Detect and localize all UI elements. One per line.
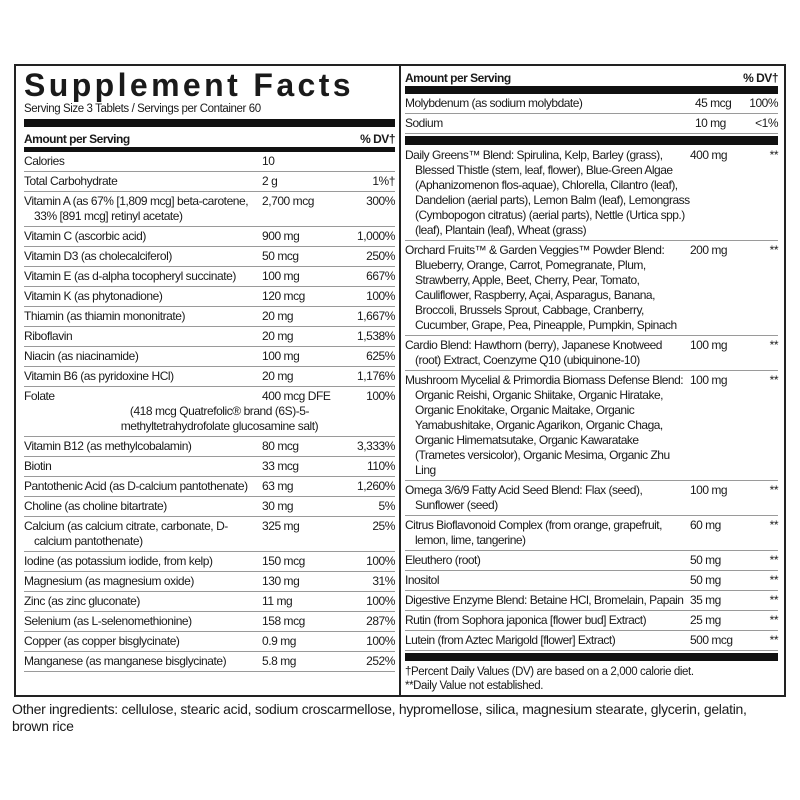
- nutrient-daily-value: 667%: [366, 269, 395, 283]
- nutrient-name: Vitamin B12 (as methylcobalamin): [24, 439, 192, 453]
- nutrient-amount: 500 mcg: [690, 633, 733, 647]
- nutrient-daily-value: **: [769, 483, 778, 497]
- nutrient-amount: 33 mcg: [262, 459, 299, 473]
- nutrient-daily-value: 300%: [366, 194, 395, 208]
- nutrient-row: [24, 327, 395, 347]
- nutrient-row: [405, 631, 778, 651]
- nutrient-row: [24, 652, 395, 672]
- nutrient-name: Inositol: [405, 573, 440, 587]
- nutrient-daily-value: <1%: [755, 116, 778, 130]
- nutrient-daily-value: **: [769, 243, 778, 257]
- nutrient-name: Rutin (from Sophora japonica [flower bud] Extract): [405, 613, 647, 627]
- nutrient-row: [24, 367, 395, 387]
- nutrient-name: Zinc (as zinc gluconate): [24, 594, 140, 608]
- nutrient-row: [405, 571, 778, 591]
- nutrient-row: [24, 307, 395, 327]
- nutrient-amount: 45 mcg: [695, 96, 732, 110]
- nutrient-daily-value: **: [769, 148, 778, 162]
- column-header: [24, 129, 395, 152]
- nutrient-amount: 10: [262, 154, 275, 168]
- nutrient-daily-value: **: [769, 373, 778, 387]
- nutrient-row: [405, 94, 778, 114]
- nutrient-daily-value: 1%†: [372, 174, 395, 188]
- nutrient-row: [24, 227, 395, 247]
- nutrient-daily-value: 25%: [372, 519, 395, 533]
- panel-title: Supplement Facts: [24, 68, 355, 102]
- nutrient-daily-value: 1,000%: [357, 229, 395, 243]
- divider-bar: [405, 136, 778, 145]
- nutrient-row: [405, 611, 778, 631]
- nutrient-row: [405, 241, 778, 336]
- nutrient-name: Vitamin A (as 67% [1,809 mcg] beta-carotene, 33% [891 mcg] retinyl acetate): [24, 194, 249, 223]
- nutrient-name: Thiamin (as thiamin mononitrate): [24, 309, 186, 323]
- nutrient-name: Sodium: [405, 116, 443, 130]
- nutrient-daily-value: [332, 154, 395, 169]
- nutrient-name: Calories: [24, 154, 65, 168]
- divider-bar: [24, 119, 395, 127]
- nutrient-name: Total Carbohydrate: [24, 174, 118, 188]
- nutrient-row: [24, 172, 395, 192]
- nutrient-amount: 0.9 mg: [262, 634, 296, 648]
- nutrient-daily-value: 1,538%: [357, 329, 395, 343]
- nutrient-amount: 2,700 mcg: [262, 194, 314, 208]
- nutrient-row: [405, 114, 778, 134]
- nutrient-amount: 100 mg: [690, 483, 728, 497]
- other-ingredients: Other ingredients: cellulose, stearic acid, sodium croscarmellose, hypromellose, silica, magnesium stearate, glycerin, gelatin, brown rice: [12, 701, 747, 734]
- nutrient-amount: 400 mg: [690, 148, 728, 162]
- nutrient-amount: 120 mcg: [262, 289, 305, 303]
- nutrient-amount: 35 mg: [690, 593, 721, 607]
- nutrient-amount: 20 mg: [262, 369, 294, 383]
- nutrient-amount: 150 mcg: [262, 554, 305, 568]
- label-wrapper: [14, 64, 786, 735]
- nutrient-amount: 100 mg: [690, 373, 728, 387]
- amount-header: Amount per Serving: [405, 71, 511, 85]
- nutrient-daily-value: 250%: [366, 249, 395, 263]
- nutrient-amount: 200 mg: [690, 243, 728, 257]
- nutrient-name: Molybdenum (as sodium molybdate): [405, 96, 583, 110]
- nutrient-daily-value: 287%: [366, 614, 395, 628]
- nutrient-row: [405, 551, 778, 571]
- nutrient-amount: 5.8 mg: [262, 654, 296, 668]
- nutrient-name: Vitamin B6 (as pyridoxine HCl): [24, 369, 174, 383]
- nutrient-daily-value: **: [769, 553, 778, 567]
- nutrient-daily-value: 1,667%: [357, 309, 395, 323]
- nutrient-daily-value: **: [769, 633, 778, 647]
- nutrient-name: Vitamin C (ascorbic acid): [24, 229, 146, 243]
- nutrient-row: [24, 247, 395, 267]
- nutrient-name: Omega 3/6/9 Fatty Acid Seed Blend: Flax (seed), Sunflower (seed): [405, 483, 643, 512]
- nutrient-row: [405, 146, 778, 241]
- nutrient-amount: 11 mg: [262, 594, 293, 608]
- nutrient-row: [24, 287, 395, 307]
- nutrient-name: Choline (as choline bitartrate): [24, 499, 167, 513]
- nutrient-amount: 50 mg: [690, 553, 721, 567]
- nutrient-name: Riboflavin: [24, 329, 73, 343]
- nutrient-list: [24, 152, 395, 672]
- nutrient-daily-value: **: [769, 593, 778, 607]
- nutrient-amount: 50 mg: [690, 573, 721, 587]
- nutrient-daily-value: 31%: [372, 574, 395, 588]
- blend-list: [405, 146, 778, 651]
- nutrient-source-note: (418 mcg Quatrefolic® brand (6S)-5-methyltetrahydrofolate glucosamine salt): [120, 404, 319, 433]
- nutrient-name: Orchard Fruits™ & Garden Veggies™ Powder Blend: Blueberry, Orange, Carrot, Pomegranate, Plum, Strawberry, Apple, Beet, Cherry, Pear, Tomato, Cauliflower, Raspberry, Açai, Asparagus, Banana, Broccoli, Brussels Sprout, Cabbage, Cranberry, Cucumber, Grape, Pea, Pineapple, Pumpkin, Spinach: [405, 243, 677, 332]
- nutrient-row: [24, 517, 395, 552]
- nutrient-amount: 25 mg: [690, 613, 721, 627]
- nutrient-daily-value: **: [769, 613, 778, 627]
- nutrient-daily-value: 110%: [366, 459, 395, 473]
- nutrient-daily-value: 100%: [366, 594, 395, 608]
- nutrient-row: [24, 152, 395, 172]
- amount-header: Amount per Serving: [24, 132, 130, 146]
- nutrient-amount: 100 mg: [262, 269, 300, 283]
- nutrient-name: Selenium (as L-selenomethionine): [24, 614, 192, 628]
- nutrient-row: [24, 592, 395, 612]
- nutrient-row: [24, 497, 395, 517]
- nutrient-amount: 20 mg: [262, 309, 294, 323]
- footnote: †Percent Daily Values (DV) are based on a 2,000 calorie diet.: [405, 666, 694, 678]
- nutrient-amount: 60 mg: [690, 518, 721, 532]
- nutrient-name: Vitamin E (as d-alpha tocopheryl succinate): [24, 269, 236, 283]
- nutrient-daily-value: 100%: [366, 289, 395, 303]
- nutrient-row: [24, 192, 395, 227]
- nutrient-name: Folate: [24, 389, 55, 403]
- nutrient-amount: 100 mg: [690, 338, 728, 352]
- nutrient-amount: 158 mcg: [262, 614, 305, 628]
- nutrient-row: [405, 516, 778, 551]
- nutrient-row: [24, 572, 395, 592]
- mineral-list: [405, 94, 778, 134]
- nutrient-name: Vitamin D3 (as cholecalciferol): [24, 249, 172, 263]
- footnote: **Daily Value not established.: [405, 680, 544, 692]
- nutrient-daily-value: **: [769, 573, 778, 587]
- nutrient-name: Cardio Blend: Hawthorn (berry), Japanese Knotweed (root) Extract, Coenzyme Q10 (ubiquinone-10): [405, 338, 662, 367]
- column-header-right: [405, 68, 778, 94]
- nutrient-name: Pantothenic Acid (as D-calcium pantothenate): [24, 479, 248, 493]
- dv-header: % DV†: [743, 71, 778, 85]
- nutrient-daily-value: **: [769, 338, 778, 352]
- nutrient-row: [405, 481, 778, 516]
- nutrient-amount: 900 mg: [262, 229, 300, 243]
- nutrient-daily-value: 100%: [749, 96, 778, 110]
- nutrient-row: [24, 552, 395, 572]
- nutrient-amount: 80 mcg: [262, 439, 299, 453]
- nutrient-row: [405, 336, 778, 371]
- divider-bar: [405, 653, 778, 661]
- nutrient-row: [405, 371, 778, 481]
- nutrient-row: [24, 457, 395, 477]
- nutrient-amount: 30 mg: [262, 499, 294, 513]
- nutrient-daily-value: 100%: [366, 389, 395, 403]
- supplement-facts-panel: [14, 64, 786, 697]
- nutrient-daily-value: 100%: [366, 634, 395, 648]
- nutrient-name: Daily Greens™ Blend: Spirulina, Kelp, Barley (grass), Blessed Thistle (stem, leaf, flower), Blue-Green Algae (Aphanizomenon flos-aquae), Chlorella, Cilantro (leaf), Dandelion (aerial parts), Lemon Balm (leaf), Lemongrass (Cymbopogon citratus) (aerial parts), Nettle (Urtica spp.) (leaf), Plantain (leaf), Wheat (grass): [405, 148, 690, 237]
- nutrient-daily-value: 3,333%: [357, 439, 395, 453]
- nutrient-row: [24, 347, 395, 367]
- nutrient-amount: 130 mg: [262, 574, 300, 588]
- serving-info: Serving Size 3 Tablets / Servings per Container 60: [24, 103, 261, 115]
- nutrient-daily-value: 625%: [366, 349, 395, 363]
- nutrient-name: Copper (as copper bisglycinate): [24, 634, 180, 648]
- nutrient-amount: 50 mcg: [262, 249, 299, 263]
- nutrient-name: Calcium (as calcium citrate, carbonate, D-calcium pantothenate): [24, 519, 228, 548]
- nutrient-amount: 2 g: [262, 174, 278, 188]
- nutrient-daily-value: **: [769, 518, 778, 532]
- nutrient-row: [24, 437, 395, 457]
- right-column: [399, 66, 784, 695]
- left-column: [16, 66, 399, 695]
- nutrient-row: [405, 591, 778, 611]
- nutrient-name: Biotin: [24, 459, 52, 473]
- nutrient-row: [24, 477, 395, 497]
- nutrient-row: [24, 632, 395, 652]
- nutrient-name: Niacin (as niacinamide): [24, 349, 139, 363]
- nutrient-amount: 325 mg: [262, 519, 300, 533]
- nutrient-name: Lutein (from Aztec Marigold [flower] Extract): [405, 633, 616, 647]
- nutrient-name: Citrus Bioflavonoid Complex (from orange, grapefruit, lemon, lime, tangerine): [405, 518, 662, 547]
- nutrient-name: Vitamin K (as phytonadione): [24, 289, 163, 303]
- nutrient-amount: 63 mg: [262, 479, 294, 493]
- nutrient-name: Manganese (as manganese bisglycinate): [24, 654, 227, 668]
- nutrient-row: [24, 267, 395, 287]
- nutrient-name: Magnesium (as magnesium oxide): [24, 574, 194, 588]
- nutrient-row: [24, 387, 395, 437]
- nutrient-daily-value: 1,260%: [357, 479, 395, 493]
- nutrient-row: [24, 612, 395, 632]
- nutrient-amount: 20 mg: [262, 329, 294, 343]
- nutrient-name: Eleuthero (root): [405, 553, 481, 567]
- nutrient-amount: 100 mg: [262, 349, 300, 363]
- nutrient-daily-value: 1,176%: [357, 369, 395, 383]
- nutrient-name: Iodine (as potassium iodide, from kelp): [24, 554, 213, 568]
- nutrient-amount: 10 mg: [695, 116, 726, 130]
- nutrient-daily-value: 252%: [366, 654, 395, 668]
- nutrient-daily-value: 100%: [366, 554, 395, 568]
- nutrient-name: Digestive Enzyme Blend: Betaine HCl, Bromelain, Papain: [405, 593, 684, 607]
- nutrient-amount: 400 mcg DFE: [262, 389, 331, 403]
- nutrient-daily-value: 5%: [378, 499, 395, 513]
- dv-header: % DV†: [360, 132, 395, 146]
- nutrient-name: Mushroom Mycelial & Primordia Biomass Defense Blend: Organic Reishi, Organic Shiitake, Organic Hiratake, Organic Enokitake, Organic Maitake, Organic Yamabushitake, Organic Agarikon, Organic Chaga, Organic Himematsutake, Organic Kawaratake (Trametes versicolor), Organic Mesima, Organic Zhu Ling: [405, 373, 684, 477]
